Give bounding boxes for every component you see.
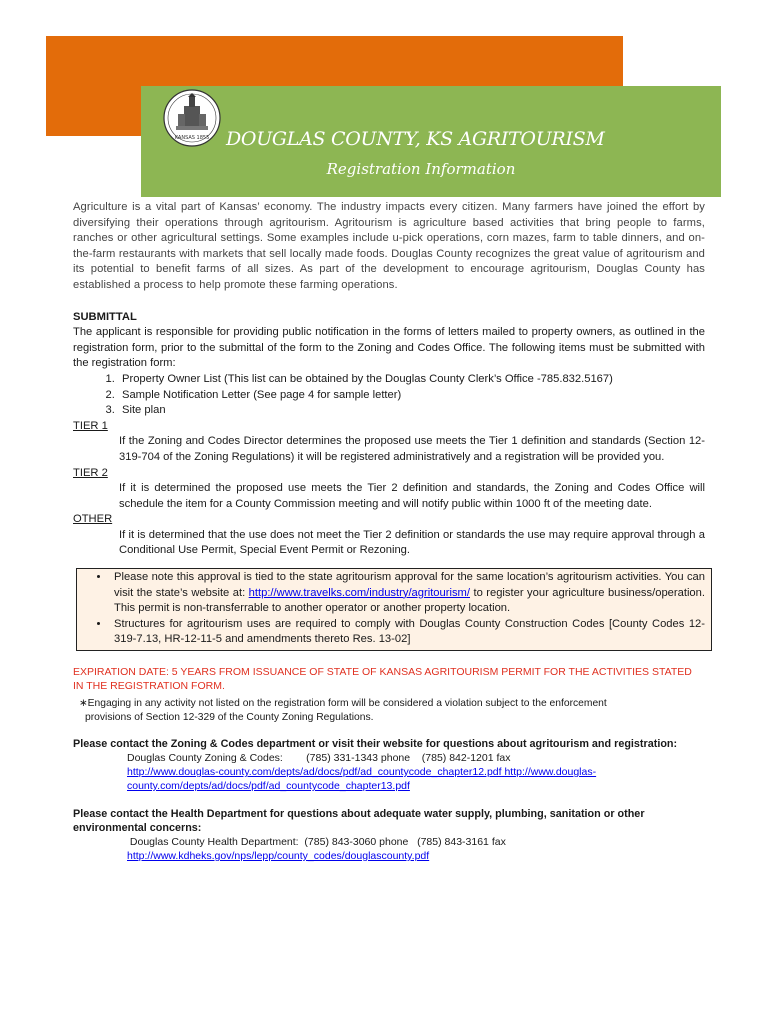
county-seal-logo [162, 88, 222, 148]
zoning-links [73, 765, 705, 793]
list-item: 1. Property Owner List (This list can be obtained by the Douglas County Clerk’s Office -785.832.5167) [118, 372, 705, 388]
tier-1-text: If the Zoning and Codes Director determines the proposed use meets the Tier 1 definition and standards (Section 12-319-704 of the Zoning Regulations) it will be registered administratively and a registration will be provided you. [119, 435, 705, 463]
submittal-body: The applicant is responsible for providing public notification in the forms of letters mailed to property owners, as outlined in the registration form, prior to the submittal of the form to the Zoning and Codes Office. The following items must be submitted with the registration form: [73, 326, 705, 370]
expiration-notice: EXPIRATION DATE: 5 YEARS FROM ISSUANCE OF STATE OF KANSAS AGRITOURISM PERMIT FOR THE ACTIVITIES STATED IN THE REGISTRATION FORM. [73, 666, 692, 693]
intro-paragraph: Agriculture is a vital part of Kansas’ economy. The industry impacts every citizen. Many farmers have joined the effort by diversifying their operations through agritourism. Agritourism is agriculture based activities that bring people to farms, ranches or other agricultural settings. Some examples include u-pick operations, corn mazes, farm to table dinners, and on-the-farm restaurants with markets that sell locally made foods. Douglas County recognizes the great value of agritourism and its potential to benefit farms of all sizes. As part of the development to encourage agritourism, Douglas County has established a process to help promote these farming operations. [73, 201, 705, 291]
other-heading: OTHER [73, 513, 113, 526]
document-body [73, 200, 705, 863]
page-subtitle: Registration Information [326, 160, 516, 178]
health-contact-heading: Please contact the Health Department for questions about adequate water supply, plumbing, sanitation or other environmental concerns: [73, 808, 645, 835]
notice-bullet-2: • Structures for agritourism uses are required to comply with Douglas County Construction Codes [County Codes 12-319-7.13, HR-12-11-5 and amendments thereto Res. 13-02] [110, 617, 705, 648]
submittal-items-list [73, 372, 705, 419]
tier-2-text: If it is determined the proposed use meets the Tier 2 definition and standards, the Zoning and Codes Office will schedule the item for a County Commission meeting and will notify public within 1000 ft of the meeting date. [119, 482, 705, 510]
zoning-chapter13-link-cont[interactable]: county.com/depts/ad/docs/pdf/ad_countycode_chapter13.pdf [127, 780, 410, 793]
notice-bullet-1: • Please note this approval is tied to the state agritourism approval for the same location’s agritourism activities. You can visit the state’s website at: http://www.travelks.com/industry/agritourism/ to register your agriculture business/operation. This permit is non-transferrable to another operator or another property location. [110, 570, 705, 617]
notice-box [76, 568, 712, 651]
zoning-contact-heading: Please contact the Zoning & Codes department or visit their website for questions about agritourism and registration: [73, 738, 678, 751]
tier-1-heading: TIER 1 [73, 419, 108, 432]
zoning-contact-phone: Douglas County Zoning & Codes: (785) 331-1343 phone (785) 842-1201 fax [127, 752, 511, 765]
kdheks-link[interactable]: http://www.kdheks.gov/nps/lepp/county_codes/douglascounty.pdf [127, 850, 430, 863]
tier-2-heading: TIER 2 [73, 466, 108, 479]
other-text: If it is determined that the use does not meet the Tier 2 definition or standards the use may require approval through a Conditional Use Permit, Special Event Permit or Rezoning. [119, 528, 705, 557]
zoning-chapter12-link[interactable]: http://www.douglas-county.com/depts/ad/docs/pdf/ad_countycode_chapter12.pdf [127, 766, 502, 779]
health-links [73, 849, 705, 863]
list-item: 2. Sample Notification Letter (See page 4 for sample letter) [118, 388, 705, 404]
page-title: DOUGLAS COUNTY, KS AGRITOURISM [226, 128, 605, 150]
health-contact-phone: Douglas County Health Department: (785) 843-3060 phone (785) 843-3161 fax [127, 836, 506, 849]
violation-note: ∗Engaging in any activity not listed on the registration form will be considered a violation subject to the enforcement provisions of Section 12-329 of the County Zoning Regulations. [79, 698, 607, 724]
submittal-heading: SUBMITTAL [73, 310, 137, 323]
list-item: 3. Site plan [118, 403, 705, 419]
zoning-chapter13-link[interactable]: http://www.douglas- [504, 766, 597, 779]
travelks-link[interactable]: http://www.travelks.com/industry/agritourism/ [248, 586, 470, 599]
svg-text:KANSAS 1855: KANSAS 1855 [174, 135, 210, 141]
